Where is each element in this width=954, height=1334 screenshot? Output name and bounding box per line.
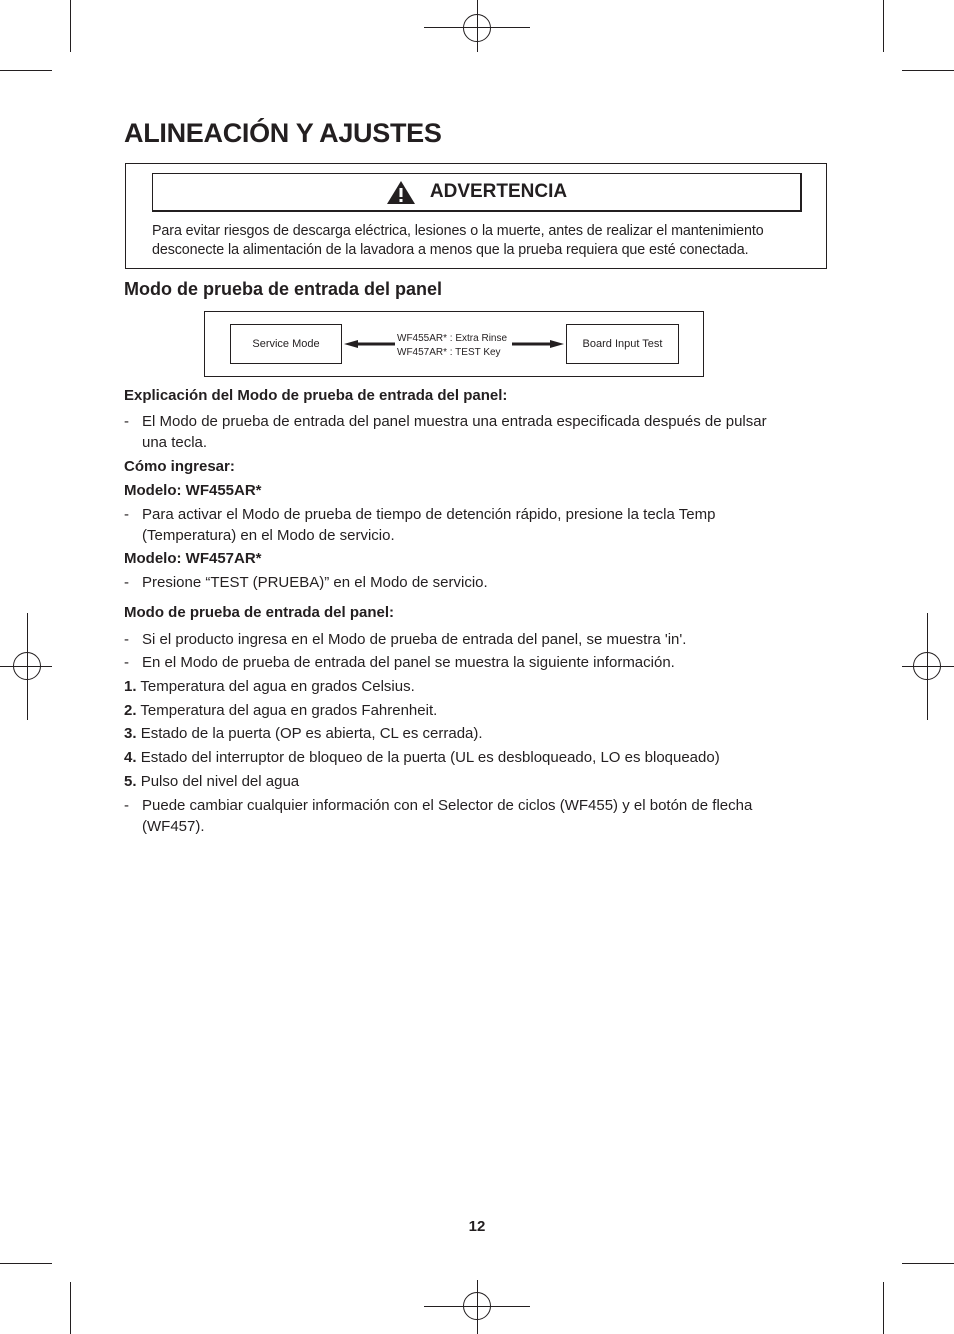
service-mode-box: Service Mode: [230, 324, 342, 364]
numbered-item: [124, 723, 483, 744]
item-text: Pulso del nivel del agua: [140, 773, 300, 790]
crop-mark: [0, 70, 52, 71]
item-text: Temperatura del agua en grados Celsius.: [140, 678, 415, 695]
text-line: Puede cambiar cualquier información con el Selector de ciclos (WF455) y el botón de flecha: [142, 797, 753, 814]
text-line: Para activar el Modo de prueba de tiempo de detención rápido, presione la tecla Temp: [142, 506, 716, 523]
bullet-dash: -: [124, 654, 129, 671]
item-number: 2.: [124, 702, 137, 719]
numbered-item: [124, 676, 415, 697]
crop-mark: [0, 1263, 52, 1264]
warning-text: [152, 222, 812, 260]
bullet-dash: -: [124, 631, 129, 648]
panel-mode-bullet: Si el producto ingresa en el Modo de prueba de entrada del panel, se muestra 'in'.: [142, 631, 687, 648]
bullet-dash: -: [124, 797, 129, 814]
crop-mark: [70, 1282, 71, 1334]
model-heading-wf455: Modelo: WF455AR*: [124, 482, 262, 499]
board-input-test-box: Board Input Test: [566, 324, 679, 364]
how-to-heading: Cómo ingresar:: [124, 458, 235, 475]
panel-mode-bullet: En el Modo de prueba de entrada del panel se muestra la siguiente información.: [142, 654, 675, 671]
item-number: 1.: [124, 678, 137, 695]
text-line: El Modo de prueba de entrada del panel muestra una entrada especificada después de pulsar: [142, 413, 767, 430]
text-line: (Temperatura) en el Modo de servicio.: [142, 527, 395, 544]
warning-text-line: desconecte la alimentación de la lavadora a menos que la prueba requiera que esté conectada.: [152, 242, 749, 258]
panel-mode-last-bullet: [142, 795, 752, 837]
item-text: Temperatura del agua en grados Fahrenheit.: [140, 702, 438, 719]
flow-note-line: WF457AR* : TEST Key: [397, 347, 501, 358]
warning-text-line: Para evitar riesgos de descarga eléctrica, lesiones o la muerte, antes de realizar el mantenimiento: [152, 223, 764, 239]
warning-triangle-icon: [386, 180, 416, 205]
bullet-dash: -: [124, 413, 129, 430]
model-heading-wf457: Modelo: WF457AR*: [124, 550, 262, 567]
warning-header: [152, 173, 802, 212]
numbered-item: [124, 771, 299, 792]
numbered-item: [124, 700, 437, 721]
section-heading: Modo de prueba de entrada del panel: [124, 279, 443, 299]
text-line: una tecla.: [142, 434, 208, 451]
flow-note: [397, 332, 507, 360]
crop-mark: [902, 70, 954, 71]
item-text: Estado de la puerta (OP es abierta, CL es cerrada).: [140, 725, 483, 742]
page-title: ALINEACIÓN Y AJUSTES: [124, 118, 442, 148]
bullet-dash: -: [124, 574, 129, 591]
item-number: 3.: [124, 725, 137, 742]
numbered-item: [124, 747, 720, 768]
warning-box: [125, 163, 827, 269]
crop-mark: [70, 0, 71, 52]
model-wf455-text: [142, 504, 715, 546]
model-wf457-text: Presione “TEST (PRUEBA)” en el Modo de servicio.: [142, 574, 488, 591]
page-number: 12: [468, 1218, 486, 1235]
flow-note-line: WF455AR* : Extra Rinse: [397, 333, 508, 344]
item-number: 5.: [124, 773, 137, 790]
panel-mode-heading: Modo de prueba de entrada del panel:: [124, 604, 395, 621]
item-number: 4.: [124, 749, 137, 766]
item-text: Estado del interruptor de bloqueo de la puerta (UL es desbloqueado, LO es bloqueado): [140, 749, 720, 766]
bullet-dash: -: [124, 506, 129, 523]
crop-mark: [902, 1263, 954, 1264]
crop-mark: [883, 0, 884, 52]
crop-mark: [883, 1282, 884, 1334]
text-line: (WF457).: [142, 818, 205, 835]
warning-title: ADVERTENCIA: [429, 181, 568, 202]
explanation-text: [142, 411, 767, 453]
flow-diagram: [204, 311, 704, 377]
explanation-heading: Explicación del Modo de prueba de entrada del panel:: [124, 387, 508, 404]
